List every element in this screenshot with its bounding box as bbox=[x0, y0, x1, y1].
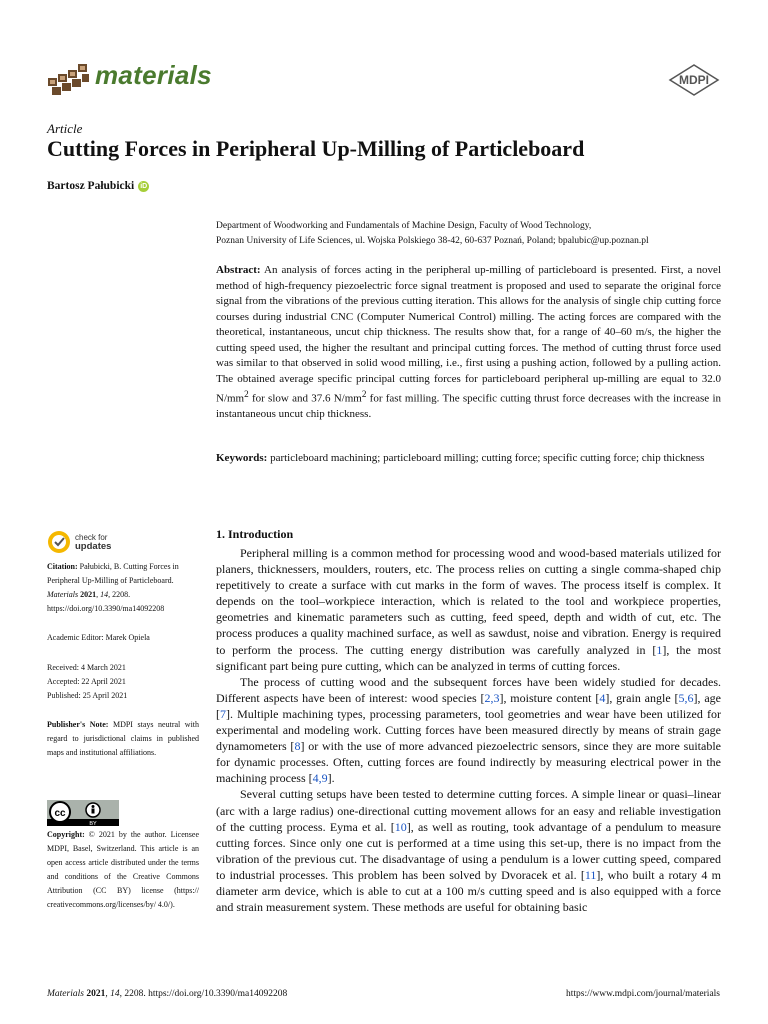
citation-label: Citation: bbox=[47, 562, 78, 571]
p2-text-e: ]. Multiple machining types, processing parameters, tool geometries and wear have been utilized for experimental and modeling work. Cutting forces have been measured directly by means of strain gage dynamometers [ bbox=[216, 706, 721, 754]
ref-link[interactable]: 7 bbox=[220, 706, 226, 721]
article-title: Cutting Forces in Peripheral Up-Milling of Particleboard bbox=[47, 136, 585, 161]
abstract-text-c: for fast milling. The specific cutting thrust force decreases with the increase in instantaneous uncut chip thickness. bbox=[216, 392, 721, 421]
check-line-1: check for bbox=[75, 533, 108, 542]
footer-journal-url[interactable]: https://www.mdpi.com/journal/materials bbox=[566, 989, 720, 999]
svg-text:cc: cc bbox=[54, 808, 66, 819]
copyright bbox=[47, 828, 199, 912]
ref-link[interactable]: 8 bbox=[294, 739, 301, 754]
footer-citation: Materials 2021, 14, 2208. https://doi.org/10.3390/ma14092208 bbox=[47, 989, 288, 999]
citation-doi[interactable]: , 2208. https://doi.org/10.3390/ma14092208 bbox=[47, 590, 165, 613]
p3-text-a: Several cutting setups have been tested to determine cutting forces. A simple linear or quasi–linear (arc with a large radius) one-directional cutting movement allows for an easy and reliable investigation of the cutting process. Eyma et al. [ bbox=[216, 787, 721, 834]
abstract-sup-2: 2 bbox=[361, 389, 367, 399]
affiliation-line-2: Poznan University of Life Sciences, ul. Wojska Polskiego 38-42, 60-637 Poznań, Poland; bpalubic@up.poznan.pl bbox=[216, 236, 649, 246]
published-date: Published: 25 April 2021 bbox=[47, 691, 128, 700]
check-updates-text bbox=[75, 533, 111, 551]
affiliation bbox=[216, 219, 721, 249]
check-for-updates-button[interactable] bbox=[47, 530, 147, 554]
ref-link[interactable]: 4 bbox=[599, 690, 606, 705]
accepted-date: Accepted: 22 April 2021 bbox=[47, 677, 126, 686]
keywords-text: particleboard machining; particleboard milling; cutting force; specific cutting force; chip thickness bbox=[270, 452, 705, 464]
publisher-note-text: MDPI stays neutral with regard to jurisdictional claims in published maps and institutional affiliations. bbox=[47, 720, 200, 757]
p2-text-b: ], moisture content [ bbox=[499, 690, 600, 705]
publisher-name: MDPI bbox=[679, 73, 709, 87]
keywords bbox=[216, 451, 721, 467]
publication-dates bbox=[47, 661, 199, 703]
paragraph-2 bbox=[216, 674, 721, 787]
ref-link[interactable]: 1 bbox=[656, 642, 663, 657]
copyright-label: Copyright: bbox=[47, 830, 85, 839]
author-name[interactable]: Bartosz Pałubicki bbox=[47, 180, 135, 192]
copyright-text: © 2021 by the author. Licensee MDPI, Basel, Switzerland. This article is an open access article distributed under the terms and conditions of the Creative Commons Attribution (CC BY) license (https:// creativecommons.org/licenses/by/ 4.0/). bbox=[47, 830, 200, 909]
abstract-text-b: for slow and 37.6 N/mm bbox=[248, 392, 362, 405]
paragraph-1 bbox=[216, 545, 721, 674]
citation-journal: Materials bbox=[47, 590, 79, 599]
mdpi-logo bbox=[668, 64, 720, 96]
journal-name: materials bbox=[95, 60, 212, 90]
keywords-label: Keywords: bbox=[216, 452, 268, 464]
p2-text-c: ], grain angle [ bbox=[605, 690, 679, 705]
footer-volume: 14 bbox=[110, 989, 120, 999]
p1-text-b: ], the most significant part being pure cutting, which can be analyzed in terms of cutting forces. bbox=[216, 642, 722, 673]
article-type: Article bbox=[47, 121, 83, 136]
footer-journal: Materials bbox=[47, 989, 84, 999]
publisher-note bbox=[47, 718, 199, 760]
p2-text-a: The process of cutting wood and the subsequent forces have been widely studied for decades. Different aspects have been of interest: wood species [ bbox=[216, 674, 721, 705]
cc-by-license-icon[interactable] bbox=[47, 800, 119, 826]
citation-volume: 14 bbox=[100, 590, 109, 599]
paragraph-3 bbox=[216, 786, 721, 915]
citation-year: 2021 bbox=[80, 590, 97, 599]
affiliation-line-1: Department of Woodworking and Fundamentals of Machine Design, Faculty of Wood Technology, bbox=[216, 221, 592, 231]
section-heading: 1. Introduction bbox=[216, 527, 294, 541]
orcid-icon[interactable]: iD bbox=[140, 182, 148, 190]
citation: Citation: Pałubicki, B. Cutting Forces in Peripheral Up-Milling of Particleboard. Materials 2021, 14, 2208. https://doi.org/10.3390/ma14092208 bbox=[47, 562, 179, 613]
citation-text: Pałubicki, B. Cutting Forces in Peripheral Up-Milling of Particleboard. bbox=[47, 562, 179, 585]
footer-year: 2021 bbox=[86, 989, 106, 999]
footer-doi[interactable]: , 2208. https://doi.org/10.3390/ma14092208 bbox=[119, 989, 288, 999]
body-text bbox=[216, 545, 721, 915]
abstract-text-a: An analysis of forces acting in the peripheral up-milling of particleboard is presented. First, a novel method of high-frequency piezoelectric force signal treatment is proposed and used to separate the original force signal from the vibrations of the previous cutting iteration. This allows for the analysis of single chip cutting force courses during industrial CNC (Computer Numerical Control) milling. The acting forces are compared with the theoretical, instantaneous, uncut chip thickness. The results show that, for a range of 40–60 m/s, the higher the cutting speed used, the higher the resultant and principal cutting forces. The method of cutting thrust force used was similar to that observed in solid wood milling, i.e., first using a pushing action, followed by a pulling action. The obtained average specific principal cutting forces for particleboard peripheral up-milling are equal to 32.0 N/mm bbox=[216, 264, 721, 405]
check-line-2: updates bbox=[75, 541, 112, 552]
ref-link[interactable]: 10 bbox=[394, 819, 407, 834]
ref-link[interactable]: 11 bbox=[584, 867, 597, 882]
ref-link[interactable]: 2,3 bbox=[484, 690, 500, 705]
ref-link[interactable]: 5,6 bbox=[678, 690, 694, 705]
abstract bbox=[216, 263, 721, 423]
p1-text-a: Peripheral milling is a common method for processing wood and wood-based materials utilized for planers, thicknessers, moulders, routers, etc. The process relies on cutting a single comma-shaped chip repetitively to create a surface with cut marks in the form of waves. The process itself is complex. It depends on the tool–workpiece interaction, which is related to the tool and workpiece properties, geometries and kinematic parameters such as cutting, feed speed, depth and width of cut, etc. The process produces a quality machined surface, as well as sawdust, noise and vibration. Energy is required to perform the process. The cutting energy distribution was carefully analyzed in [ bbox=[216, 546, 721, 657]
received-date: Received: 4 March 2021 bbox=[47, 663, 126, 672]
svg-text:BY: BY bbox=[89, 821, 97, 826]
academic-editor: Academic Editor: Marek Opiela bbox=[47, 633, 150, 642]
abstract-sup-1: 2 bbox=[244, 389, 249, 399]
author-line bbox=[47, 180, 149, 192]
p2-text-g: ]. bbox=[327, 771, 335, 786]
p2-text-d: ], age [ bbox=[216, 690, 722, 721]
abstract-label: Abstract: bbox=[216, 264, 261, 276]
check-updates-icon bbox=[47, 530, 71, 554]
ref-link[interactable]: 4,9 bbox=[312, 771, 328, 786]
publisher-note-label: Publisher's Note: bbox=[47, 720, 109, 729]
p3-text-c: ], who built a rotary 4 m diameter arm device, which is able to cut at a 100 m/s cutting speed and is also equipped with a force and strain measurement system. These methods are useful for obtaining basic bbox=[216, 867, 721, 915]
journal-logo bbox=[46, 52, 90, 98]
p2-text-f: ] or with the use of more advanced piezoelectric sensors, since they are more suitable for dynamic processes. Often, cutting forces are found indirectly by measuring electrical power in the machining process [ bbox=[216, 739, 721, 786]
p3-text-b: ], as well as routing, took advantage of a pendulum to measure cutting forces. Since only one cut is performed at a time using this set-up, there is no impact from the vibration of the previous cut. The disadvantage of using a pendulum is a lower cutting speed, compared to industrial processes. This problem has been solved by Dvoracek et al. [ bbox=[216, 819, 721, 882]
